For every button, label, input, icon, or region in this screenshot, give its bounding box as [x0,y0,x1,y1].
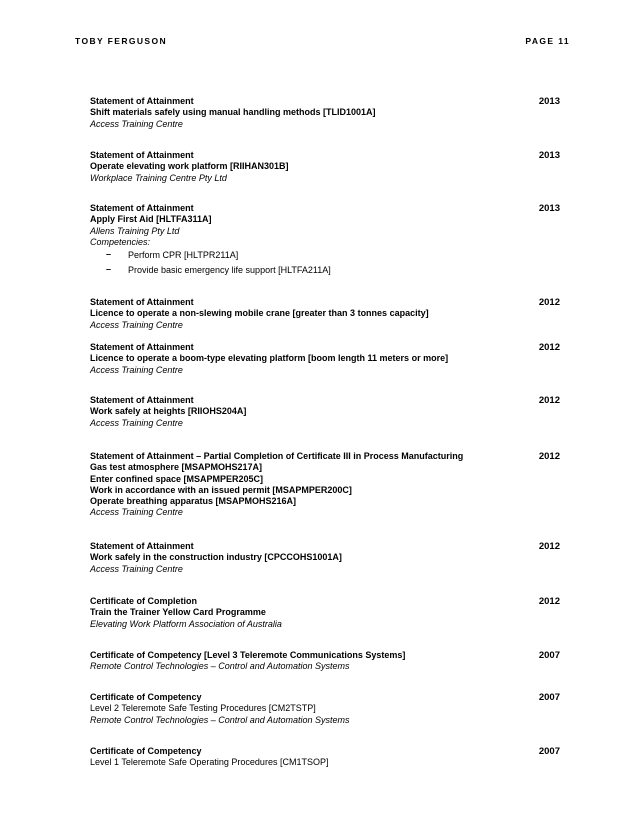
qualification-entry [90,96,560,130]
qualification-year: 2007 [538,746,560,757]
qualification-entry [90,596,560,630]
qualification-year: 2012 [538,297,560,308]
qualification-title: Statement of Attainment [90,203,194,213]
qualification-entry [90,692,560,726]
course-name: Work safely at heights [RIIOHS204A] [90,406,247,417]
qualification-year: 2013 [538,203,560,214]
competencies-label: Competencies: [90,236,151,247]
qualification-title: Statement of Attainment [90,297,194,307]
unit-name: Enter confined space [MSAPMPER205C] [90,473,264,484]
course-name: Train the Trainer Yellow Card Programme [90,607,266,618]
competency-item [90,250,560,261]
qualification-year: 2013 [538,96,560,107]
qualification-title: Statement of Attainment [90,395,194,405]
unit-name: Operate breathing apparatus [MSAPMOHS216A] [90,496,297,507]
qualification-entry [90,297,560,331]
qualification-entry [90,650,560,673]
qualification-title: Statement of Attainment [90,541,194,551]
qualification-year: 2013 [538,150,560,161]
qualification-entry [90,395,560,429]
qualification-title: Certificate of Competency [90,692,202,702]
qualification-entry [90,746,560,769]
training-provider: Access Training Centre [90,319,183,330]
course-name: Operate elevating work platform [RIIHAN301B] [90,161,289,172]
training-provider: Remote Control Technologies – Control and Automation Systems [90,714,350,725]
training-provider: Allens Training Pty Ltd [90,225,180,236]
competency-item [90,265,560,276]
qualification-title: Statement of Attainment [90,96,194,106]
qualification-entry [90,451,560,519]
qualification-entry [90,541,560,575]
qualification-year: 2012 [538,395,560,406]
competency-text: Provide basic emergency life support [HLTFA211A] [128,265,331,276]
qualification-year: 2012 [538,451,560,462]
course-name: Licence to operate a non-slewing mobile crane [greater than 3 tonnes capacity] [90,308,429,319]
qualification-entry [90,150,560,184]
header-page-number: PAGE 11 [525,36,570,46]
dash-bullet-icon: – [106,264,112,275]
qualification-year: 2007 [538,692,560,703]
dash-bullet-icon: – [106,249,112,260]
competency-text: Perform CPR [HLTPR211A] [128,250,239,261]
unit-name: Work in accordance with an issued permit [MSAPMPER200C] [90,484,352,495]
header-name: TOBY FERGUSON [75,36,168,46]
qualification-year: 2012 [538,342,560,353]
qualification-year: 2012 [538,596,560,607]
qualification-entry [90,342,560,376]
qualification-title: Statement of Attainment [90,342,194,352]
qualification-year: 2007 [538,650,560,661]
qualification-title: Certificate of Completion [90,596,198,606]
course-name: Licence to operate a boom-type elevating platform [boom length 11 meters or more] [90,353,449,364]
training-provider: Access Training Centre [90,118,183,129]
training-provider: Access Training Centre [90,364,183,375]
qualification-year: 2012 [538,541,560,552]
unit-name: Gas test atmosphere [MSAPMOHS217A] [90,462,263,473]
training-provider: Remote Control Technologies – Control and Automation Systems [90,661,350,672]
course-name: Work safely in the construction industry [CPCCOHS1001A] [90,552,342,563]
training-provider: Access Training Centre [90,507,183,518]
qualification-title: Certificate of Competency [90,746,202,756]
qualification-title: Statement of Attainment [90,150,194,160]
training-provider: Access Training Centre [90,417,183,428]
course-name: Apply First Aid [HLTFA311A] [90,214,212,225]
qualification-entry [90,203,560,277]
training-provider: Access Training Centre [90,563,183,574]
qualification-title: Statement of Attainment – Partial Completion of Certificate III in Process Manufacturing [90,451,464,461]
training-provider: Elevating Work Platform Association of Australia [90,618,282,629]
course-name: Level 2 Teleremote Safe Testing Procedures [CM2TSTP] [90,703,316,714]
qualification-title: Certificate of Competency [Level 3 Teleremote Communications Systems] [90,650,406,660]
course-name: Shift materials safely using manual handling methods [TLID1001A] [90,107,376,118]
course-name: Level 1 Teleremote Safe Operating Procedures [CM1TSOP] [90,757,329,768]
training-provider: Workplace Training Centre Pty Ltd [90,172,227,183]
